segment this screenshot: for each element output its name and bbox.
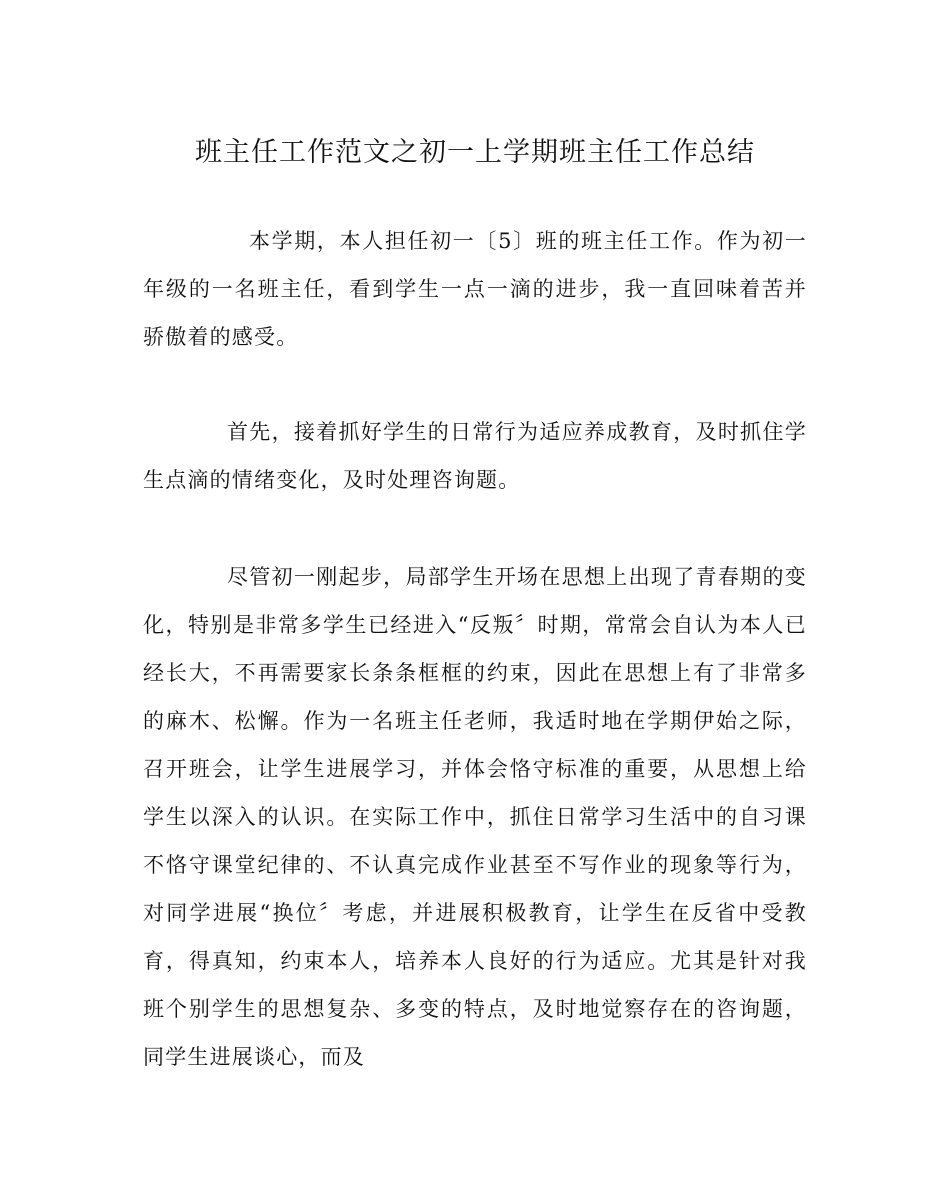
- document-title: 班主任工作范文之初一上学期班主任工作总结: [195, 137, 755, 168]
- paragraph-3: 尽管初一刚起步，局部学生开场在思想上出现了青春期的变化，特别是非常多学生已经进入“反叛〞时期，常常会自认为本人已经长大，不再需要家长条条框框的约束，因此在思想上有了非常多的麻木、松懈。作为一名班主任老师，我适时地在学期伊始之际，召开班会，让学生进展学习，并体会恪守标准的重要，从思想上给学生以深入的认识。在实际工作中，抓住日常学习生活中的自习课不恪守课堂纪律的、不认真完成作业甚至不写作业的现象等行为，对同学进展“换位〞考虑，并进展积极教育，让学生在反省中受教育，得真知，约束本人，培养本人良好的行为适应。尤其是针对我班个别学生的思想复杂、多变的特点，及时地觉察存在的咨询题，同学生进展谈心，而及: [143, 565, 807, 1069]
- paragraph-1: 本学期，本人担任初一〔5〕班的班主任工作。作为初一年级的一名班主任，看到学生一点一滴的进步，我一直回味着苦并骄傲着的感受。: [143, 229, 807, 349]
- paragraph-2: 首先，接着抓好学生的日常行为适应养成教育，及时抓住学生点滴的情绪变化，及时处理咨询题。: [143, 420, 807, 492]
